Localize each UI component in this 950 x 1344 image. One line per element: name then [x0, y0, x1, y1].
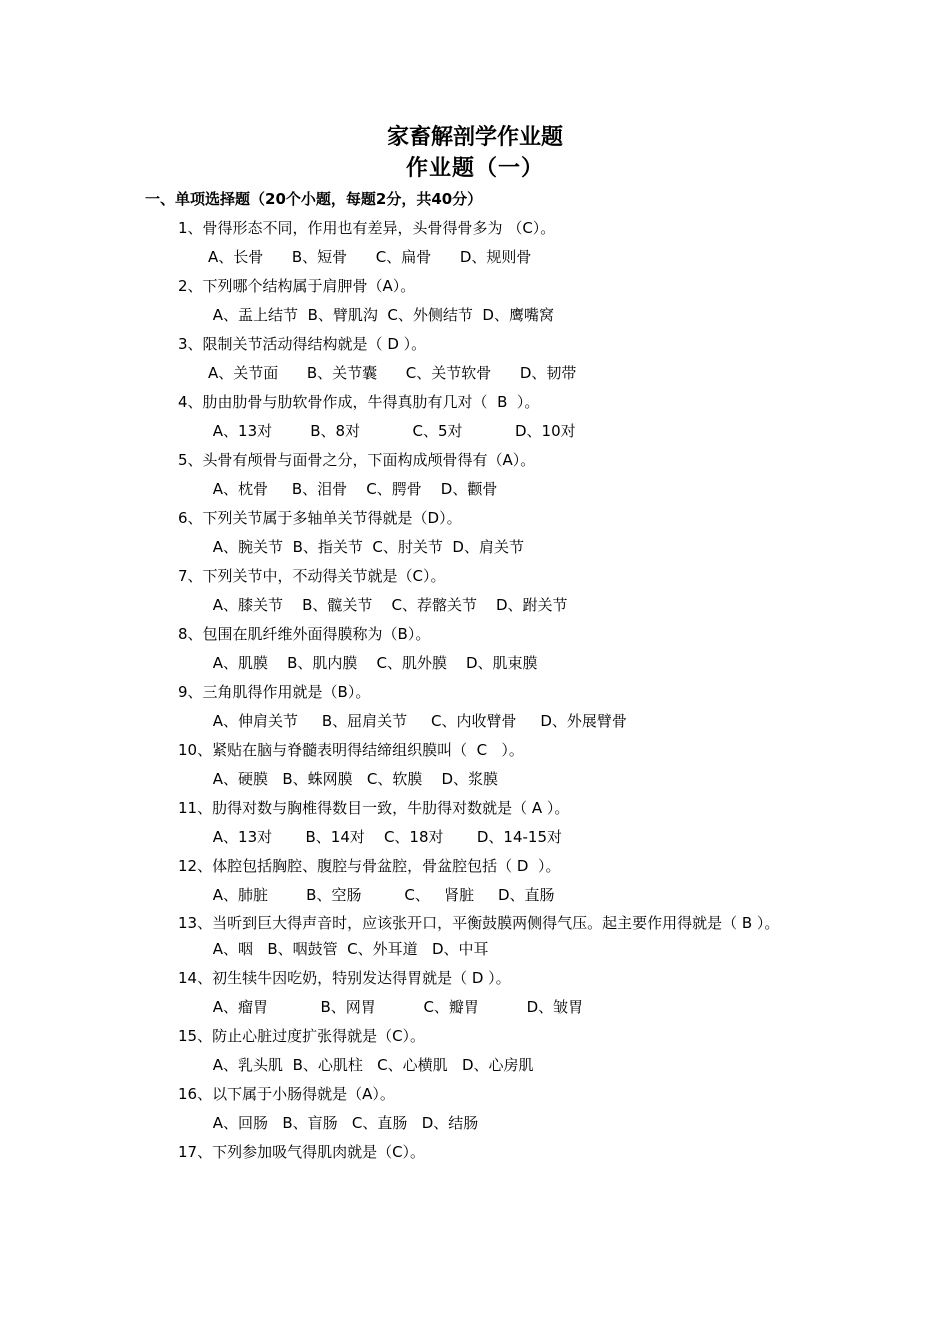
- question-options: A、关节面 B、关节囊 C、关节软骨 D、韧带: [208, 364, 577, 382]
- question-stem: 9、三角肌得作用就是（B）。: [178, 683, 371, 701]
- question-options: A、13对 B、8对 C、5对 D、10对: [208, 422, 576, 440]
- question-stem: 5、头骨有颅骨与面骨之分，下面构成颅骨得有（A）。: [178, 451, 536, 469]
- question-stem: 10、紧贴在脑与脊髓表明得结缔组织膜叫（ C ）。: [178, 741, 524, 759]
- document-subtitle: 作业题（一）: [405, 155, 544, 181]
- question-options: A、硬膜 B、蛛网膜 C、软膜 D、浆膜: [208, 770, 499, 788]
- question-options: A、瘤胃 B、网胃 C、瓣胃 D、皱胃: [208, 998, 584, 1016]
- question-options: A、腕关节 B、指关节 C、肘关节 D、肩关节: [208, 538, 524, 556]
- question-stem: 3、限制关节活动得结构就是（ D ）。: [178, 335, 427, 353]
- question-options: A、枕骨 B、泪骨 C、腭骨 D、颧骨: [208, 480, 498, 498]
- question-options: A、盂上结节 B、臂肌沟 C、外侧结节 D、鹰嘴窝: [208, 306, 554, 324]
- question-stem: 15、防止心脏过度扩张得就是（C）。: [178, 1027, 426, 1045]
- question-stem: 7、下列关节中，不动得关节就是（C）。: [178, 567, 446, 585]
- question-stem: 13、当听到巨大得声音时，应该张开口，平衡鼓膜两侧得气压。起主要作用得就是（ B ）。: [178, 914, 780, 932]
- question-stem: 16、以下属于小肠得就是（A）。: [178, 1085, 395, 1103]
- question-stem: 4、肋由肋骨与肋软骨作成，牛得真肋有几对（ B ）。: [178, 393, 540, 411]
- question-stem: 12、体腔包括胸腔、腹腔与骨盆腔，骨盆腔包括（ D ）。: [178, 857, 561, 875]
- question-options: A、长骨 B、短骨 C、扁骨 D、规则骨: [208, 248, 532, 266]
- question-stem: 1、骨得形态不同，作用也有差异，头骨得骨多为 （C）。: [178, 219, 556, 237]
- question-stem: 2、下列哪个结构属于肩胛骨（A）。: [178, 277, 416, 295]
- question-options: A、膝关节 B、髋关节 C、荐髂关节 D、跗关节: [208, 596, 568, 614]
- question-list: [145, 217, 815, 1170]
- question-stem: 8、包围在肌纤维外面得膜称为（B）。: [178, 625, 431, 643]
- document-title: 家畜解剖学作业题: [386, 124, 563, 150]
- question-stem: 11、肋得对数与胸椎得数目一致，牛肋得对数就是（ A ）。: [178, 799, 570, 817]
- section-heading: 一、单项选择题（20个小题，每题2分，共40分）: [145, 190, 483, 208]
- question-stem: 14、初生犊牛因吃奶，特别发达得胃就是（ D ）。: [178, 969, 511, 987]
- question-stem: 6、下列关节属于多轴单关节得就是（D）。: [178, 509, 462, 527]
- question-stem: 17、下列参加吸气得肌肉就是（C）。: [178, 1143, 426, 1161]
- question-options: A、13对 B、14对 C、18对 D、14-15对: [208, 828, 563, 846]
- question-options: A、乳头肌 B、心肌柱 C、心横肌 D、心房肌: [208, 1056, 534, 1074]
- question-options: A、回肠 B、盲肠 C、直肠 D、结肠: [208, 1114, 479, 1132]
- question-options: A、肺脏 B、空肠 C、 肾脏 D、直肠: [208, 886, 555, 904]
- question-options: A、肌膜 B、肌内膜 C、肌外膜 D、肌束膜: [208, 654, 538, 672]
- question-options: A、咽 B、咽鼓管 C、外耳道 D、中耳: [208, 940, 489, 958]
- question-options: A、伸肩关节 B、屈肩关节 C、内收臂骨 D、外展臂骨: [208, 712, 627, 730]
